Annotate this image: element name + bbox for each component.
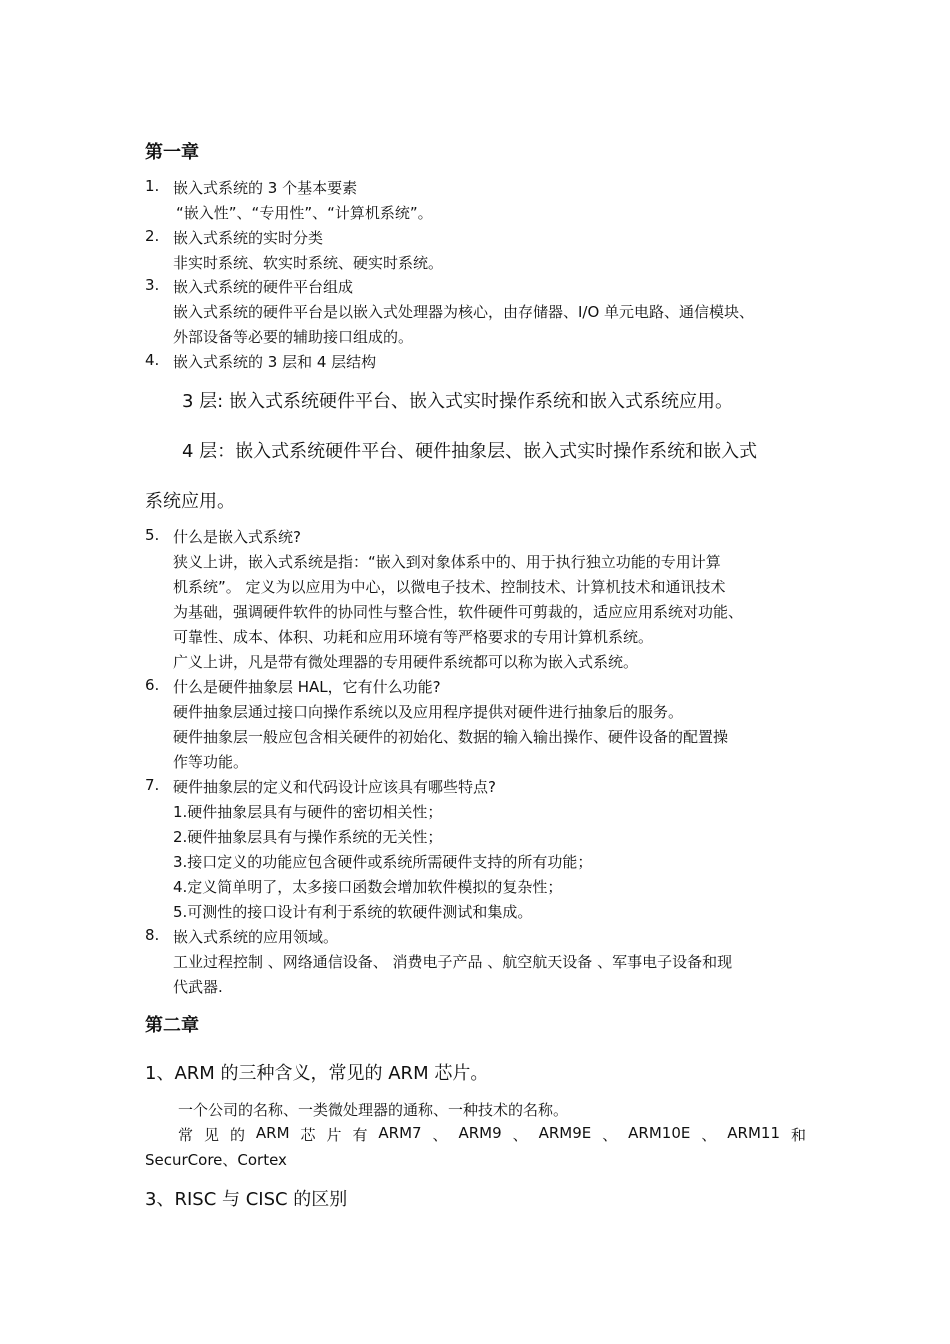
justified-word: ARM9 bbox=[458, 1124, 502, 1142]
justified-word: 、 bbox=[602, 1126, 618, 1144]
item-7-point: 2.硬件抽象层具有与操作系统的无关性； bbox=[173, 828, 443, 846]
item-4-number: 4. bbox=[145, 351, 160, 369]
item-3-number: 3. bbox=[145, 276, 160, 294]
item-5-text-line: 机系统”。 定义为以应用为中心，以微电子技术、控制技术、计算机技术和通讯技术 bbox=[173, 578, 726, 596]
justified-word: ARM11 bbox=[727, 1124, 781, 1142]
item-6-heading: 什么是硬件抽象层 HAL，它有什么功能? bbox=[173, 678, 441, 696]
justified-word: 片 bbox=[326, 1126, 342, 1144]
justified-word: 、 bbox=[512, 1126, 528, 1144]
item-6-text-line: 硬件抽象层一般应包含相关硬件的初始化、数据的输入输出操作、硬件设备的配置操 bbox=[173, 728, 729, 746]
justified-word: 芯 bbox=[300, 1126, 316, 1144]
chapter-2-q1-heading: 1、ARM 的三种含义，常见的 ARM 芯片。 bbox=[145, 1063, 489, 1084]
justified-word: 、 bbox=[432, 1126, 448, 1144]
item-7-point: 5.可测性的接口设计有利于系统的软硬件测试和集成。 bbox=[173, 903, 533, 921]
chapter-2-q1-text-line: 一个公司的名称、一类微处理器的通称、一种技术的名称。 bbox=[178, 1101, 569, 1119]
item-4-layer3-text: 3 层: 嵌入式系统硬件平台、嵌入式实时操作系统和嵌入式系统应用。 bbox=[182, 391, 733, 412]
chapter-2-q1-text-line: SecurCore、Cortex bbox=[145, 1151, 287, 1169]
item-5-text-line: 广义上讲，凡是带有微处理器的专用硬件系统都可以称为嵌入式系统。 bbox=[173, 653, 639, 671]
chapter-2-title: 第二章 bbox=[145, 1015, 199, 1036]
item-5-heading: 什么是嵌入式系统? bbox=[173, 528, 301, 546]
item-1-number: 1. bbox=[145, 177, 160, 195]
justified-word: ARM9E bbox=[538, 1124, 592, 1142]
chapter-2-q3-heading: 3、RISC 与 CISC 的区别 bbox=[145, 1189, 348, 1210]
justified-word: 的 bbox=[229, 1126, 245, 1144]
item-7-point: 3.接口定义的功能应包含硬件或系统所需硬件支持的所有功能； bbox=[173, 853, 593, 871]
chapter-2-q1-chips-line bbox=[178, 1124, 806, 1145]
item-2-heading: 嵌入式系统的实时分类 bbox=[173, 229, 324, 247]
justified-word: 见 bbox=[203, 1126, 219, 1144]
item-4-layer4-text-line: 4 层：嵌入式系统硬件平台、硬件抽象层、嵌入式实时操作系统和嵌入式 bbox=[182, 441, 758, 462]
item-5-number: 5. bbox=[145, 526, 160, 544]
justified-word: 和 bbox=[790, 1126, 806, 1144]
justified-word: ARM7 bbox=[378, 1124, 422, 1142]
item-7-point: 4.定义简单明了，太多接口函数会增加软件模拟的复杂性； bbox=[173, 878, 563, 896]
justified-word: 、 bbox=[701, 1126, 717, 1144]
item-2-number: 2. bbox=[145, 227, 160, 245]
item-8-heading: 嵌入式系统的应用领域。 bbox=[173, 928, 339, 946]
item-1-heading: 嵌入式系统的 3 个基本要素 bbox=[173, 179, 358, 197]
item-8-text-line: 工业过程控制 、网络通信设备、 消费电子产品 、航空航天设备 、军事电子设备和现 bbox=[173, 953, 733, 971]
item-7-number: 7. bbox=[145, 776, 160, 794]
justified-word: 有 bbox=[352, 1126, 368, 1144]
item-2-text: 非实时系统、软实时系统、硬实时系统。 bbox=[173, 254, 444, 272]
item-6-text-line: 作等功能。 bbox=[173, 753, 249, 771]
justified-word: 常 bbox=[178, 1126, 194, 1144]
item-5-text-line: 为基础，强调硬件软件的协同性与整合性，软件硬件可剪裁的，适应应用系统对功能、 bbox=[173, 603, 744, 621]
item-7-point: 1.硬件抽象层具有与硬件的密切相关性； bbox=[173, 803, 443, 821]
justified-word: ARM bbox=[255, 1124, 290, 1142]
item-4-heading: 嵌入式系统的 3 层和 4 层结构 bbox=[173, 353, 377, 371]
item-1-text: “嵌入性”、“专用性”、“计算机系统”。 bbox=[176, 204, 433, 222]
item-7-heading: 硬件抽象层的定义和代码设计应该具有哪些特点? bbox=[173, 778, 496, 796]
item-6-number: 6. bbox=[145, 676, 160, 694]
item-5-text-line: 可靠性、成本、体积、功耗和应用环境有等严格要求的专用计算机系统。 bbox=[173, 628, 654, 646]
item-3-heading: 嵌入式系统的硬件平台组成 bbox=[173, 278, 354, 296]
item-8-number: 8. bbox=[145, 926, 160, 944]
item-6-text-line: 硬件抽象层通过接口向操作系统以及应用程序提供对硬件进行抽象后的服务。 bbox=[173, 703, 684, 721]
item-5-text-line: 狭义上讲，嵌入式系统是指：“嵌入到对象体系中的、用于执行独立功能的专用计算 bbox=[173, 553, 721, 571]
item-8-text-line: 代武器. bbox=[173, 978, 223, 996]
item-3-text-line: 外部设备等必要的辅助接口组成的。 bbox=[173, 328, 414, 346]
justified-word: ARM10E bbox=[628, 1124, 691, 1142]
item-4-layer4-text-line: 系统应用。 bbox=[145, 491, 235, 512]
item-3-text-line: 嵌入式系统的硬件平台是以嵌入式处理器为核心，由存储器、I/O 单元电路、通信模块、 bbox=[173, 303, 755, 321]
chapter-1-title: 第一章 bbox=[145, 142, 199, 163]
